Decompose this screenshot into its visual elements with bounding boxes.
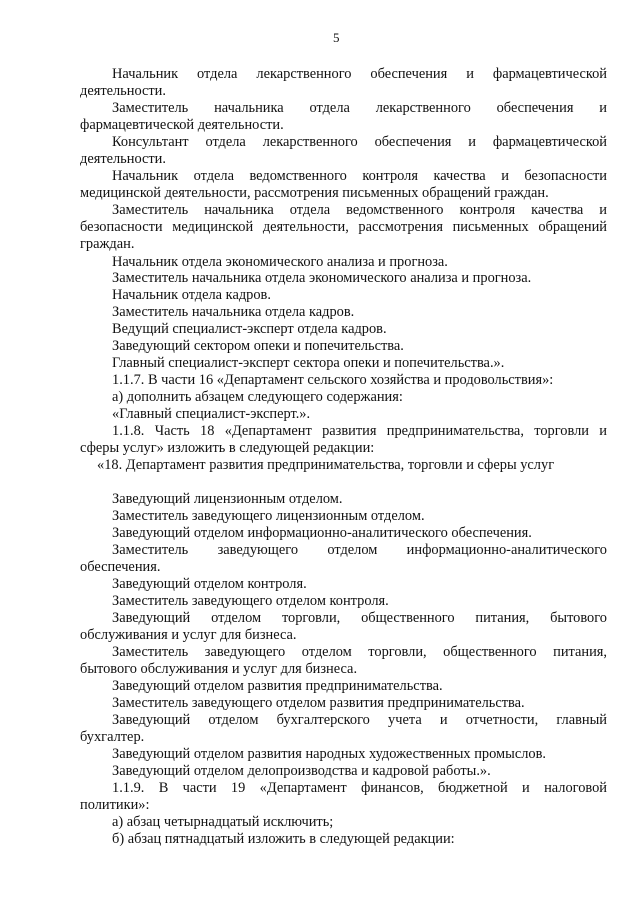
text-line: деятельности. [80, 151, 166, 167]
text-line: Заведующий сектором опеки и попечительства. [112, 338, 404, 354]
text-line: Заведующий отделом развития предпринимательства. [112, 678, 443, 694]
text-line: Начальник отдела экономического анализа и прогноза. [112, 254, 448, 270]
text-line: политики»: [80, 797, 150, 813]
text-line: обеспечения. [80, 559, 161, 575]
text-line: деятельности. [80, 83, 166, 99]
text-line: бухгалтер. [80, 729, 145, 745]
page-number: 5 [333, 30, 340, 45]
text-line: сферы услуг» изложить в следующей редакции: [80, 440, 375, 456]
text-line: «18. Департамент развития предпринимательства, торговли и сферы услуг [97, 457, 555, 473]
text-line: безопасности медицинской деятельности, рассмотрения письменных обращений [80, 219, 607, 235]
text-line: Заместитель заведующего отделом информационно-аналитического [112, 542, 607, 558]
text-line: 1.1.9. В части 19 «Департамент финансов, бюджетной и налоговой [112, 780, 607, 796]
text-line: Заместитель начальника отдела кадров. [112, 304, 355, 320]
text-line: Заведующий отделом контроля. [112, 576, 307, 592]
text-line: Заместитель заведующего лицензионным отделом. [112, 508, 425, 524]
text-line: Заместитель заведующего отделом развития предпринимательства. [112, 695, 525, 711]
text-line: а) абзац четырнадцатый исключить; [112, 814, 334, 830]
text-line: бытового обслуживания и услуг для бизнеса. [80, 661, 358, 677]
text-line: Заведующий отделом информационно-аналитического обеспечения. [112, 525, 532, 541]
text-line: Заведующий лицензионным отделом. [112, 491, 343, 507]
text-line: 1.1.8. Часть 18 «Департамент развития предпринимательства, торговли и [112, 423, 607, 439]
text-line: фармацевтической деятельности. [80, 117, 284, 133]
text-line: Начальник отдела лекарственного обеспечения и фармацевтической [112, 66, 607, 82]
text-line: а) дополнить абзацем следующего содержания: [112, 389, 403, 405]
text-line: Заведующий отделом бухгалтерского учета и отчетности, главный [112, 712, 607, 728]
text-line: Заведующий отделом развития народных художественных промыслов. [112, 746, 546, 762]
text-line: Начальник отдела ведомственного контроля качества и безопасности [112, 168, 607, 184]
text-line: «Главный специалист-эксперт.». [112, 406, 311, 422]
text-line: обслуживания и услуг для бизнеса. [80, 627, 297, 643]
text-line: Заведующий отделом торговли, общественного питания, бытового [112, 610, 607, 626]
text-line: б) абзац пятнадцатый изложить в следующей редакции: [112, 831, 455, 847]
text-line: Заместитель заведующего отделом торговли, общественного питания, [112, 644, 607, 660]
text-line: Ведущий специалист-эксперт отдела кадров. [112, 321, 387, 337]
text-line: Заместитель начальника отдела ведомственного контроля качества и [112, 202, 607, 218]
text-line: Главный специалист-эксперт сектора опеки и попечительства.». [112, 355, 505, 371]
text-line: Консультант отдела лекарственного обеспечения и фармацевтической [112, 134, 607, 150]
text-line: Заместитель заведующего отделом контроля. [112, 593, 389, 609]
text-line: 1.1.7. В части 16 «Департамент сельского хозяйства и продовольствия»: [112, 372, 554, 388]
text-line: Заведующий отделом делопроизводства и кадровой работы.». [112, 763, 491, 779]
text-line: медицинской деятельности, рассмотрения письменных обращений граждан. [80, 185, 549, 201]
text-line: Заместитель начальника отдела экономического анализа и прогноза. [112, 270, 532, 286]
text-line: Заместитель начальника отдела лекарственного обеспечения и [112, 100, 607, 116]
text-line: Начальник отдела кадров. [112, 287, 271, 303]
text-line: граждан. [80, 236, 135, 252]
